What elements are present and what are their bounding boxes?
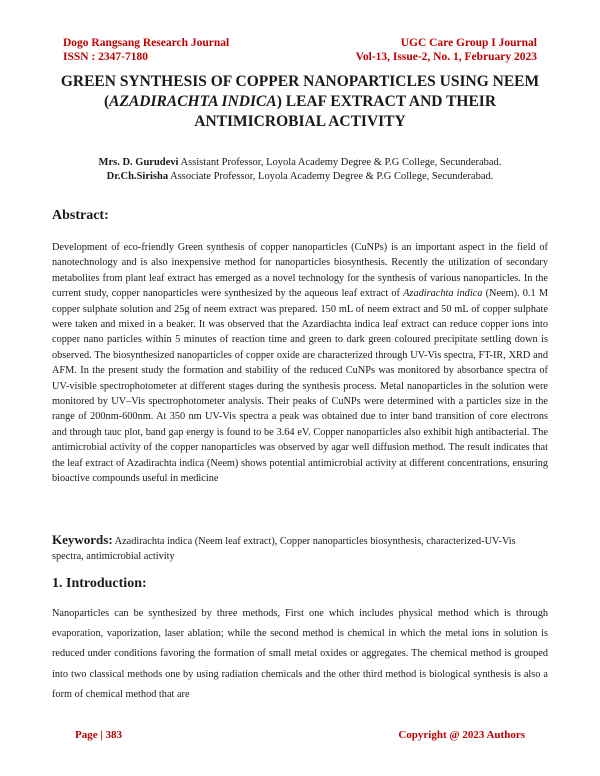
- author-list: [40, 156, 560, 184]
- title-line-1: GREEN SYNTHESIS OF COPPER NANOPARTICLES USING NEEM: [60, 73, 540, 90]
- author-affiliation: Assistant Professor, Loyola Academy Degree & P.G College, Secunderabad.: [178, 157, 502, 168]
- abstract-heading: Abstract:: [52, 208, 109, 223]
- header-right: [356, 36, 537, 64]
- author-name: Mrs. D. Gurudevi: [98, 157, 179, 168]
- abstract-text: Development of eco-friendly Green synthesis of copper nanoparticles (CuNPs) is an important aspect in the field of nanotechnology and is also inexpensive method for nanoparticles biosynthesis. Recently the utilization of secondary metabolites from plant leaf extract has emerged as a novel technology for the synthesis of various nanoparticles. In the current study, copper nanoparticles were synthesized by the aqueous leaf extract of Azadirachta indica (Neem). 0.1 M copper sulphate solution and 25g of neem extract was prepared. 150 mL of neem extract and 50 mL of copper sulphate were taken and mixed in a beaker. It was observed that the Azardiachta indica leaf extract can reduce copper ions into copper nano particles within 5 minutes of reaction time and green to dark green coloured precipitate settling down is observed. The biosynthesized nanoparticles of copper oxide are characterized through UV-Vis spectra, FT-IR, XRD and AFM. In the present study the formation and stability of the reduced CuNPs was monitored by absorbance spectra of UV-visible spectrophotometer at different stages during the synthesis process. Metal nanoparticles in the solution were monitored by UV–Vis spectrophotometer analysis. Their peaks of CuNPs were determined with a particles size in the range of 200nm-600nm. At 350 nm UV-Vis spectra a peak was obtained due to inter band transition of core electrons and through tauc plot, band gap energy is found to be 3.64 eV. Copper nanoparticles also exhibit high antibacterial. The antimicrobial activity of the copper nanoparticles was observed by agar well diffusion method. The result indicates that the leaf extract of Azadirachta indica (Neem) shows potential antimicrobial activity at different concentrations, ensuring bioactive compounds useful in medicine: [52, 242, 548, 485]
- title-italic-species: AZADIRACHTA INDICA: [109, 93, 277, 110]
- paper-title: [40, 72, 560, 132]
- journal-group: UGC Care Group I Journal: [400, 37, 537, 49]
- page-footer: [75, 729, 525, 743]
- introduction-text: Nanoparticles can be synthesized by three methods, First one which includes physical method which is through evaporation, vaporization, laser ablation; while the second method is chemical in which the metal ions in solution is reduced under conditions favoring the formation of small metal oxides or aggregates. The chemical method is grouped into two classical methods one by using radiation chemicals and the other third method is biological synthesis is also a form of chemical method that are: [52, 608, 548, 700]
- author-affiliation: Associate Professor, Loyola Academy Degree & P.G College, Secunderabad.: [168, 171, 494, 182]
- keywords-text: Azadirachta indica (Neem leaf extract), Copper nanoparticles biosynthesis, characterized-UV-Vis spectra, antimicrobial activity: [52, 536, 516, 563]
- author-name: Dr.Ch.Sirisha: [106, 171, 169, 182]
- introduction-heading: 1. Introduction:: [52, 576, 147, 591]
- title-line-2: (AZADIRACHTA INDICA) LEAF EXTRACT AND THEIR: [103, 93, 497, 110]
- page-header: [63, 36, 537, 66]
- title-line-3: ANTIMICROBIAL ACTIVITY: [194, 113, 406, 130]
- keywords-label: Keywords:: [52, 532, 113, 547]
- header-left: [63, 36, 229, 64]
- abstract-italic-species: Azadirachta indica: [403, 288, 483, 300]
- page-number: Page | 383: [75, 729, 123, 741]
- journal-issn: ISSN : 2347-7180: [63, 51, 148, 63]
- journal-volume: Vol-13, Issue-2, No. 1, February 2023: [355, 51, 537, 63]
- keywords: [52, 532, 548, 565]
- journal-name: Dogo Rangsang Research Journal: [63, 37, 230, 49]
- author-entry: [40, 156, 560, 170]
- copyright: Copyright @ 2023 Authors: [398, 729, 525, 741]
- author-entry: [40, 170, 560, 184]
